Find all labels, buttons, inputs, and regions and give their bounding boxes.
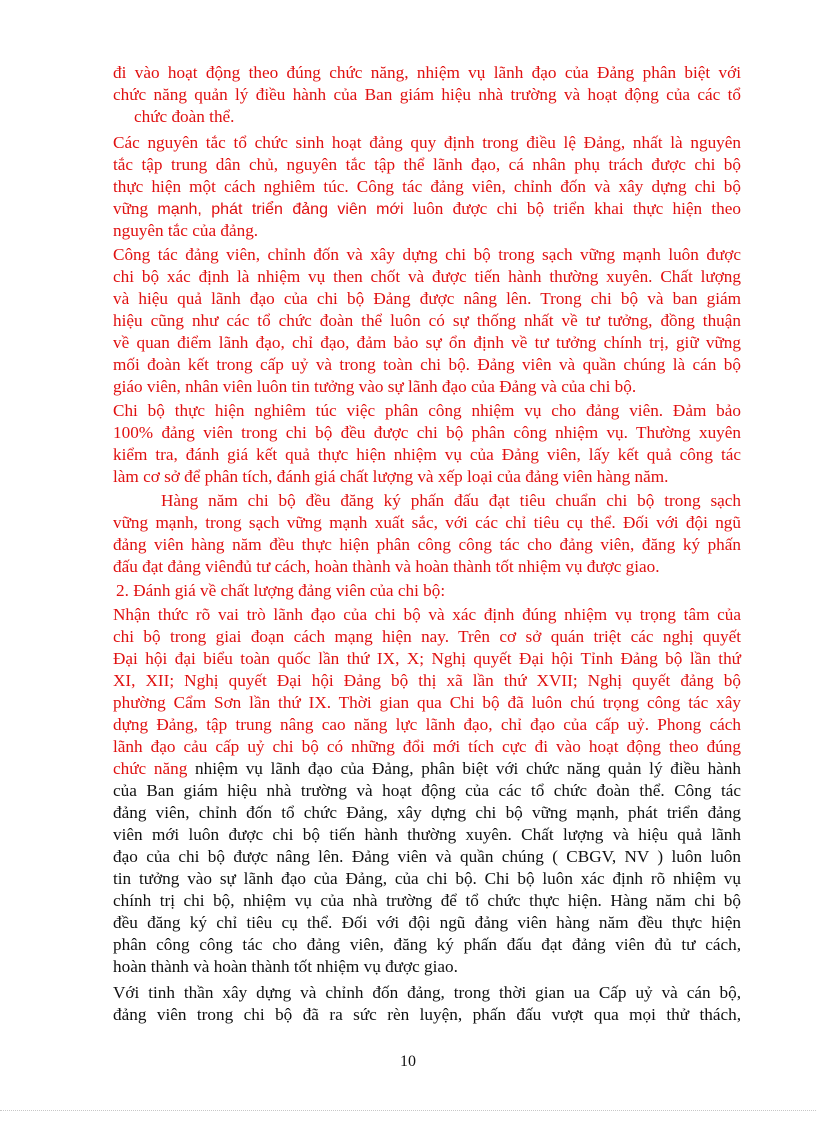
text-line: 100% đảng viên trong chi bộ đều được chi bộ phân công nhiệm vụ. Thường xuyên [113, 423, 741, 442]
text-line: chính trị chi bộ, nhiệm vụ của nhà trường để tổ chức thực hiện. Hàng năm chi bộ [113, 891, 741, 910]
text-line: chức năng quản lý điều hành của Ban giám hiệu nhà trường và hoạt động của các tổ [113, 85, 741, 104]
text-line: đảng viên hàng năm đều thực hiện phân công công tác cho đảng viên, đăng ký phấn [113, 535, 741, 554]
text-line: hoàn thành và hoàn thành tốt nhiệm vụ được giao. [113, 957, 458, 976]
text-line: dựng Đảng, tập trung nâng cao năng lực lãnh đạo, chỉ đạo của cấp uỷ. Phong cách [113, 715, 741, 734]
text-line: Với tinh thần xây dựng và chỉnh đốn đảng, trong thời gian ua Cấp uỷ và cán bộ, [113, 983, 741, 1002]
text-line: thực hiện một cách nghiêm túc. Công tác đảng viên, chỉnh đốn và xây dựng chi bộ [113, 177, 741, 196]
text-line: đạo của chi bộ được nâng lên. Đảng viên và quần chúng ( CBGV, NV ) luôn luôn [113, 847, 741, 866]
text-line: đảng viên, chỉnh đốn tổ chức Đảng, xây dựng chi bộ vững mạnh, phát triển đảng [113, 803, 741, 822]
text-line: lãnh đạo cảu cấp uỷ chi bộ có những đổi mới tích cực đi vào hoạt động theo đúng [113, 737, 741, 756]
text-line: phân công công tác cho đảng viên, đăng ký phấn đấu đạt đảng viên đủ tư cách, [113, 935, 741, 954]
text-segment: chức năng [113, 759, 188, 778]
text-line: kiểm tra, đánh giá kết quả thực hiện nhiệm vụ của Đảng viên, lấy kết quả công tác [113, 445, 741, 464]
text-line: về quan điểm lãnh đạo, chỉ đạo, đảm bảo sự ổn định về tư tưởng chính trị, giữ vững [113, 333, 741, 352]
text-line: giáo viên, nhân viên luôn tin tưởng vào sự lãnh đạo của Đảng và của chi bộ. [113, 377, 637, 396]
text-segment: luôn được chi bộ triển khai thực hiện theo [403, 199, 741, 218]
text-line: đảng viên trong chi bộ đã ra sức rèn luyện, phấn đấu vượt qua mọi thử thách, [113, 1005, 741, 1024]
text-line: Công tác đảng viên, chỉnh đốn và xây dựng chi bộ trong sạch vững mạnh luôn được [113, 245, 741, 264]
text-line: Chi bộ thực hiện nghiêm túc việc phân công nhiệm vụ cho đảng viên. Đảm bảo [113, 401, 741, 420]
text-line: đi vào hoạt động theo đúng chức năng, nhiệm vụ lãnh đạo của Đảng phân biệt với [113, 63, 741, 82]
text-line: hiệu cũng như các tổ chức đoàn thể luôn có sự thống nhất về tư tưởng, đồng thuận [113, 311, 741, 330]
text-line: chi bộ xác định là nhiệm vụ then chốt và được tiến hành thường xuyên. Chất lượng [113, 267, 741, 286]
text-line: tắc tập trung dân chủ, nguyên tắc tập thể lãnh đạo, cá nhân phụ trách được chi bộ [113, 155, 741, 174]
page-bottom-rule [0, 1110, 816, 1111]
text-line: Hàng năm chi bộ đều đăng ký phấn đấu đạt tiêu chuẩn chi bộ trong sạch [161, 491, 741, 510]
text-line: mối đoàn kết trong cấp uỷ và trong toàn chi bộ. Đảng viên và quần chúng là cán bộ [113, 355, 741, 374]
text-line: phường Cẩm Sơn lần thứ IX. Thời gian qua Chi bộ đã luôn chú trọng công tác xây [113, 693, 741, 712]
text-line: viên mới luôn được chi bộ tiến hành thường xuyên. Chất lượng và hiệu quả lãnh [113, 825, 741, 844]
text-line: XI, XII; Nghị quyết Đại hội Đảng bộ thị xã lần thứ XVII; Nghị quyết đảng bộ [113, 671, 741, 690]
text-line: của Ban giám hiệu nhà trường và hoạt động của các tổ chức đoàn thể. Công tác [113, 781, 741, 800]
page-number: 10 [400, 1053, 416, 1070]
text-line: chức đoàn thể. [134, 107, 235, 126]
text-line: làm cơ sở để phân tích, đánh giá chất lượng và xếp loại của đảng viên hàng năm. [113, 467, 669, 486]
text-line: vững mạnh, trong sạch vững mạnh xuất sắc, với các chỉ tiêu cụ thể. Đối với đội ngũ [113, 513, 741, 532]
text-segment: mạnh, phát triển đảng viên mới [157, 201, 404, 218]
text-line [113, 198, 741, 220]
text-line: tin tưởng vào sự lãnh đạo của Đảng, của chi bộ. Chi bộ luôn xác định rõ nhiệm vụ [113, 869, 741, 888]
text-line [113, 758, 741, 780]
text-line: đấu đạt đảng viênđủ tư cách, hoàn thành và hoàn thành tốt nhiệm vụ được giao. [113, 557, 660, 576]
text-line: đều đăng ký chỉ tiêu cụ thể. Đối với đội ngũ đảng viên hàng năm đều thực hiện [113, 913, 741, 932]
text-line: Nhận thức rõ vai trò lãnh đạo của chi bộ và xác định đúng nhiệm vụ trọng tâm của [113, 605, 741, 624]
text-segment: vững [113, 199, 158, 218]
text-line: và hiệu quả lãnh đạo của chi bộ Đảng được nâng lên. Trong chi bộ và ban giám [113, 289, 741, 308]
text-line: Đại hội đại biểu toàn quốc lần thứ IX, X; Nghị quyết Đại hội Tỉnh Đảng bộ lần thứ [113, 649, 741, 668]
text-segment: nhiệm vụ lãnh đạo của Đảng, phân biệt với chức năng quản lý điều hành [187, 759, 741, 778]
text-line: chi bộ trong giai đoạn cách mạng hiện nay. Trên cơ sở quán triệt các nghị quyết [113, 627, 741, 646]
text-line: nguyên tắc của đảng. [113, 221, 259, 240]
text-line: Các nguyên tắc tổ chức sinh hoạt đảng quy định trong điều lệ Đảng, nhất là nguyên [113, 133, 741, 152]
text-line: 2. Đánh giá về chất lượng đảng viên của chi bộ: [116, 581, 446, 600]
